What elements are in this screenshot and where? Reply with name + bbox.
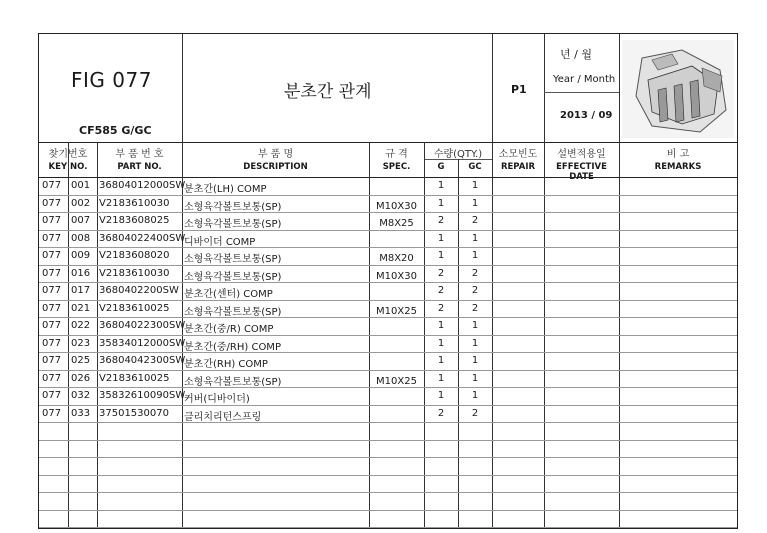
cell-desc: 소형육각볼트보통(SP) — [184, 201, 282, 213]
col-key-ko: 찾기번호 — [48, 149, 88, 160]
row-divider — [39, 300, 737, 301]
col-spec-ko: 규 격 — [385, 149, 408, 160]
row-divider — [39, 457, 737, 458]
cell-desc: 분초간(중/RH) COMP — [184, 341, 281, 353]
row-divider — [39, 352, 737, 353]
model-name: CF585 G/GC — [79, 124, 152, 137]
cell-g: 1 — [437, 355, 445, 366]
cell-spec: M10X25 — [376, 305, 417, 317]
cell-gc: 1 — [471, 232, 479, 244]
cell-gc: 1 — [471, 390, 479, 401]
cell-key: 017 — [71, 285, 91, 296]
cell-desc: 소형육각볼트보통(SP) — [184, 254, 282, 265]
cell-fig: 077 — [42, 390, 62, 401]
row-divider — [39, 475, 737, 476]
year-month-value: 2013 / 09 — [560, 110, 613, 121]
cell-g: 2 — [437, 215, 445, 226]
col-part-ko: 부 품 번 호 — [115, 149, 164, 160]
cell-fig: 077 — [42, 232, 62, 244]
cell-fig: 077 — [42, 250, 62, 261]
cell-fig: 077 — [42, 372, 62, 384]
header-divider — [492, 34, 493, 142]
cell-desc: 소형육각볼트보통(SP) — [184, 271, 282, 283]
cell-g: 1 — [437, 372, 445, 384]
cell-part: V2183608025 — [99, 215, 170, 226]
row-divider — [39, 317, 737, 318]
cell-g: 2 — [437, 407, 445, 419]
header-divider — [544, 34, 545, 142]
cell-desc: 디바이더 COMP — [184, 236, 256, 248]
cell-part: V2183610030 — [99, 267, 170, 279]
row-divider — [39, 405, 737, 406]
row-divider — [39, 370, 737, 371]
row-divider — [39, 387, 737, 388]
cell-spec: M8X25 — [379, 218, 414, 229]
col-desc-en: DESCRIPTION — [243, 162, 308, 172]
cell-fig: 077 — [42, 197, 62, 209]
cell-key: 026 — [71, 372, 91, 384]
cell-g: 1 — [437, 320, 445, 331]
cell-g: 1 — [437, 180, 445, 191]
cell-fig: 077 — [42, 267, 62, 279]
cell-gc: 2 — [471, 302, 479, 314]
cell-spec: M8X20 — [379, 253, 414, 264]
row-divider — [39, 195, 737, 196]
page-title: 분초간 관계 — [284, 82, 372, 102]
col-desc-ko: 부 품 명 — [257, 149, 294, 160]
cell-part: 37501530070 — [99, 407, 169, 419]
cell-gc: 1 — [471, 320, 479, 331]
cell-g: 1 — [437, 250, 445, 261]
cell-g: 1 — [437, 197, 445, 209]
cell-gc: 1 — [471, 180, 479, 191]
cell-desc: 소형육각볼트보통(SP) — [184, 219, 282, 230]
cell-key: 002 — [71, 197, 91, 209]
cell-part: V2183610030 — [99, 197, 170, 209]
cell-spec: M10X30 — [376, 200, 417, 212]
col-repair-en: REPAIR — [500, 162, 536, 172]
row-divider — [39, 230, 737, 231]
col-part-en: PART NO. — [117, 162, 162, 172]
col-qty-ko: 수량(QTY.) — [433, 149, 483, 160]
year-month-label-ko: 년 / 월 — [560, 48, 592, 61]
cell-fig: 077 — [42, 285, 62, 296]
cell-gc: 2 — [471, 215, 479, 226]
row-divider — [39, 335, 737, 336]
row-divider — [39, 510, 737, 511]
cell-fig: 077 — [42, 337, 62, 349]
cell-gc: 1 — [471, 372, 479, 384]
row-divider — [39, 265, 737, 266]
cell-g: 1 — [437, 232, 445, 244]
cell-part: 35834012000SW — [99, 337, 186, 349]
row-divider — [39, 282, 737, 283]
cell-g: 1 — [437, 337, 445, 349]
cell-part: 36804012000SW — [99, 180, 186, 191]
row-divider — [39, 247, 737, 248]
cell-part: 36804022400SW — [99, 232, 186, 244]
col-qty-gc: GC — [468, 162, 482, 172]
cell-part: 3680402200SW — [99, 285, 179, 296]
col-key-en: KEY NO. — [48, 162, 88, 172]
cell-desc: 커버(디바이더) — [184, 394, 250, 405]
cell-g: 2 — [437, 302, 445, 314]
cell-g: 2 — [437, 285, 445, 296]
cell-desc: 분초간(중/R) COMP — [184, 324, 274, 335]
cell-key: 025 — [71, 355, 91, 366]
header-divider — [182, 34, 183, 142]
cell-desc: 소형육각볼트보통(SP) — [184, 376, 282, 388]
cell-part: 36804022300SW — [99, 320, 186, 331]
cell-desc: 클리치리턴스프링 — [184, 411, 262, 423]
cell-part: V2183610025 — [99, 372, 170, 384]
cell-gc: 2 — [471, 407, 479, 419]
year-month-label-en: Year / Month — [553, 74, 616, 85]
cell-fig: 077 — [42, 215, 62, 226]
cell-key: 009 — [71, 250, 91, 261]
cell-g: 1 — [437, 390, 445, 401]
row-divider — [39, 212, 737, 213]
cell-gc: 1 — [471, 355, 479, 366]
cell-fig: 077 — [42, 407, 62, 419]
cell-desc: 소형육각볼트보통(SP) — [184, 306, 282, 318]
row-divider — [39, 492, 737, 493]
page-number: P1 — [511, 83, 527, 96]
col-spec-en: SPEC. — [382, 162, 411, 172]
cell-spec: M10X25 — [376, 375, 417, 387]
header-divider — [544, 92, 619, 93]
row-divider — [39, 440, 737, 441]
col-eff-ko: 설변적용일 — [557, 149, 606, 160]
cell-gc: 1 — [471, 197, 479, 209]
machine-thumbnail-image — [622, 40, 734, 138]
header-divider — [619, 34, 620, 142]
header-bottom-border — [39, 142, 737, 143]
cell-key: 021 — [71, 302, 91, 314]
cell-desc: 분초간(RH) COMP — [184, 359, 268, 370]
cell-key: 001 — [71, 180, 91, 191]
cell-gc: 2 — [471, 285, 479, 296]
cell-part: V2183610025 — [99, 302, 170, 314]
cell-gc: 1 — [471, 337, 479, 349]
row-divider — [39, 422, 737, 423]
cell-desc: 분초간(센터) COMP — [184, 289, 273, 300]
cell-key: 016 — [71, 267, 91, 279]
cell-fig: 077 — [42, 302, 62, 314]
col-remarks-en: REMARKS — [654, 162, 702, 172]
cell-key: 023 — [71, 337, 91, 349]
cell-gc: 2 — [471, 267, 479, 279]
parts-sheet — [38, 33, 738, 529]
cell-fig: 077 — [42, 180, 62, 191]
col-qty-g: G — [437, 162, 445, 172]
cell-key: 008 — [71, 232, 91, 244]
cell-fig: 077 — [42, 320, 62, 331]
cell-part: V2183608020 — [99, 250, 170, 261]
cell-key: 033 — [71, 407, 91, 419]
cell-part: 36804042300SW — [99, 355, 186, 366]
cell-desc: 분초간(LH) COMP — [184, 184, 267, 195]
col-repair-ko: 소모빈도 — [498, 149, 538, 160]
cell-fig: 077 — [42, 355, 62, 366]
cell-key: 007 — [71, 215, 91, 226]
cell-spec: M10X30 — [376, 270, 417, 282]
fig-number: FIG 077 — [71, 68, 152, 92]
col-eff-en: EFFECTIVE DATE — [556, 162, 607, 182]
cell-g: 2 — [437, 267, 445, 279]
column-header-bottom-border — [39, 177, 737, 178]
col-remarks-ko: 비 고 — [666, 149, 690, 160]
cell-gc: 1 — [471, 250, 479, 261]
cell-key: 032 — [71, 390, 91, 401]
cell-part: 35832610090SW — [99, 390, 186, 401]
cell-key: 022 — [71, 320, 91, 331]
row-divider — [39, 527, 737, 528]
